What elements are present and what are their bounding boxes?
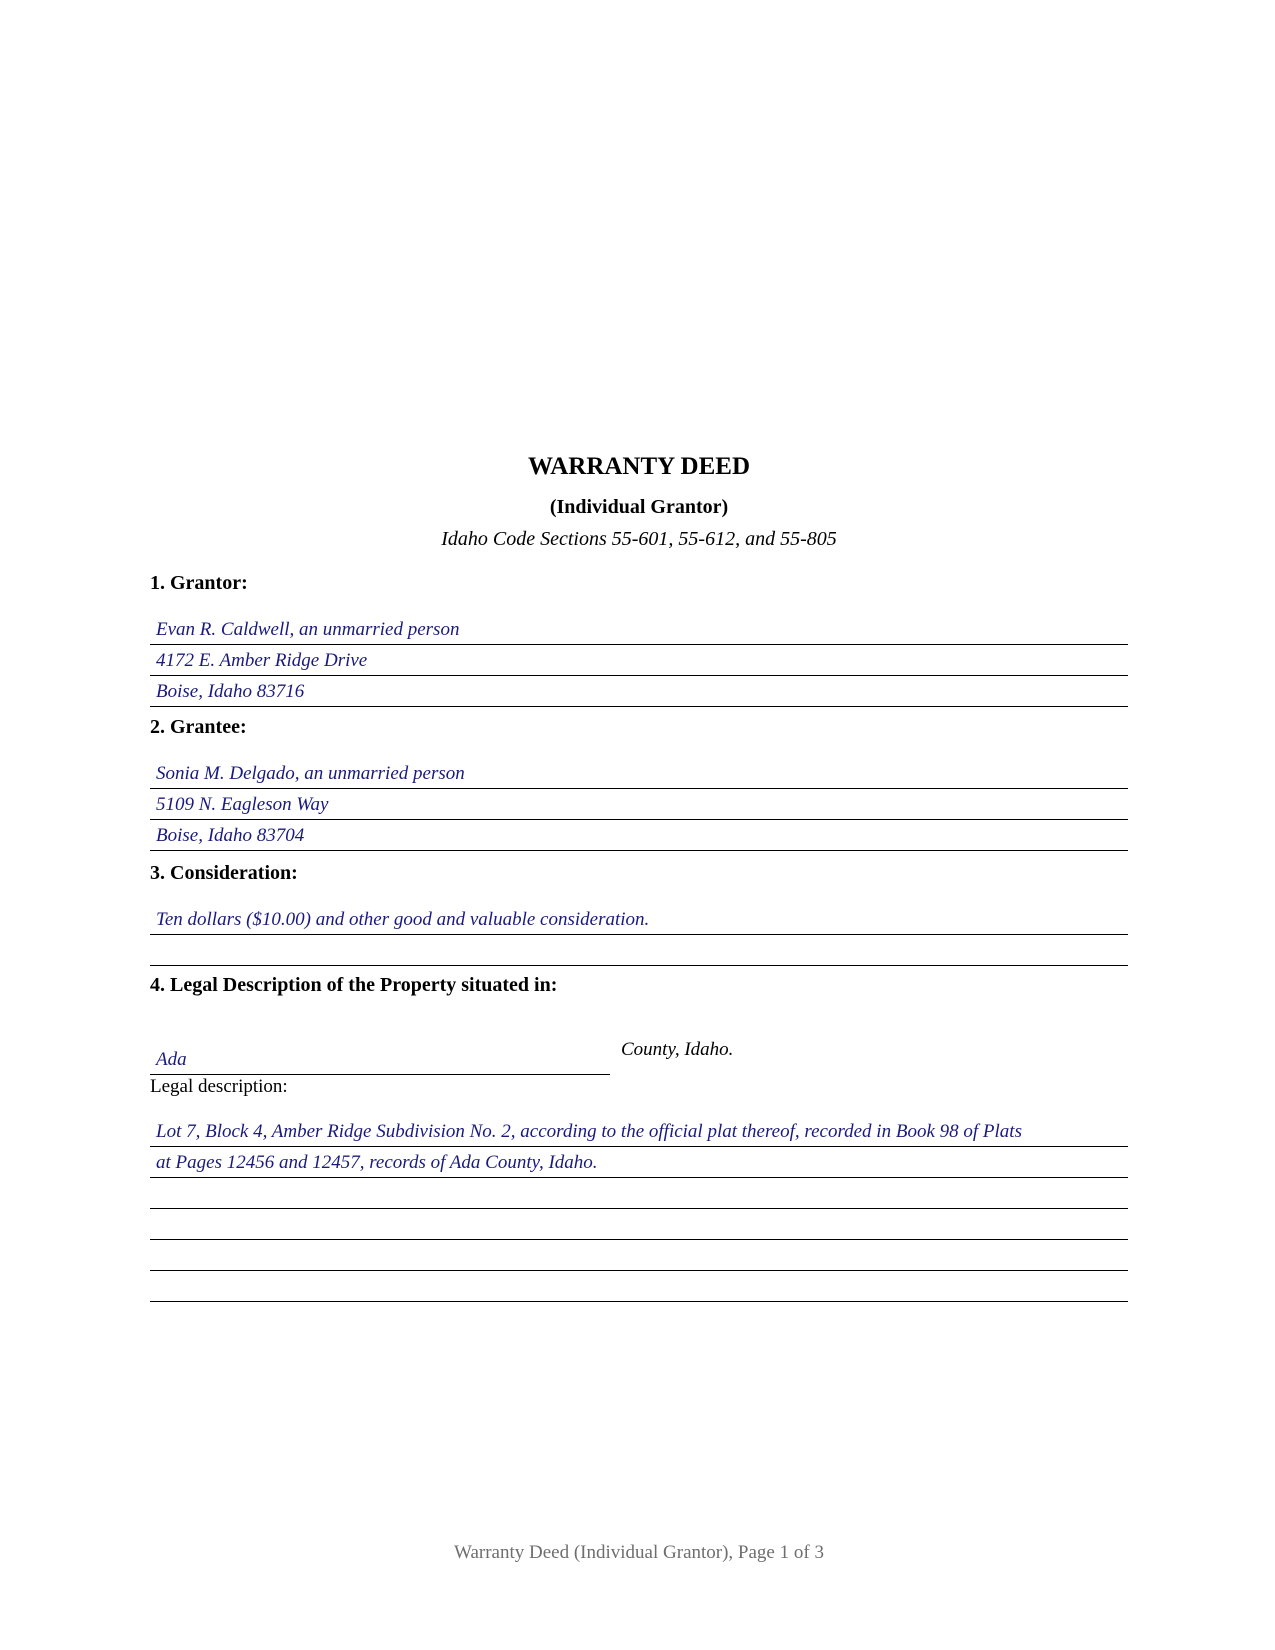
grantee-line-3[interactable] — [150, 820, 1128, 851]
legal-text-1: Lot 7, Block 4, Amber Ridge Subdivision No. 2, according to the official plat thereof, recorded in Book 98 of Plats — [156, 1121, 1022, 1142]
legal-text-2: at Pages 12456 and 12457, records of Ada County, Idaho. — [156, 1152, 598, 1173]
document-subtitle: (Individual Grantor) — [549, 496, 729, 518]
grantee-name: Sonia M. Delgado, an unmarried person — [156, 763, 465, 784]
grantor-name: Evan R. Caldwell, an unmarried person — [156, 619, 460, 640]
grantor-city: Boise, Idaho 83716 — [156, 681, 305, 702]
document-title: WARRANTY DEED — [527, 453, 750, 480]
grantee-street: 5109 N. Eagleson Way — [156, 794, 329, 815]
grantor-heading: 1. Grantor: — [150, 572, 248, 594]
legal-line-5[interactable] — [150, 1240, 1128, 1271]
legal-line-6[interactable] — [150, 1271, 1128, 1302]
grantor-line-3[interactable] — [150, 676, 1128, 707]
county-field[interactable] — [150, 1044, 610, 1075]
consideration-text: Ten dollars ($10.00) and other good and valuable consideration. — [156, 909, 650, 930]
grantee-line-2[interactable] — [150, 789, 1128, 820]
legal-line-4[interactable] — [150, 1209, 1128, 1240]
statute-citation: Idaho Code Sections 55-601, 55-612, and 55-805 — [441, 528, 837, 550]
page-footer: Warranty Deed (Individual Grantor), Page 1 of 3 — [454, 1542, 824, 1563]
grantee-line-1[interactable] — [150, 758, 1128, 789]
deed-page — [150, 0, 1128, 1650]
grantor-street: 4172 E. Amber Ridge Drive — [156, 650, 368, 671]
county-suffix: County, Idaho. — [621, 1039, 734, 1060]
county-value: Ada — [156, 1049, 187, 1070]
legal-heading: 4. Legal Description of the Property situated in: — [150, 974, 558, 996]
legal-description-label: Legal description: — [150, 1076, 288, 1097]
grantee-city: Boise, Idaho 83704 — [156, 825, 305, 846]
consideration-line-2[interactable] — [150, 935, 1128, 966]
grantor-line-1[interactable] — [150, 614, 1128, 645]
legal-line-2[interactable] — [150, 1147, 1128, 1178]
legal-line-1[interactable] — [150, 1116, 1128, 1147]
grantee-heading: 2. Grantee: — [150, 716, 247, 738]
legal-line-3[interactable] — [150, 1178, 1128, 1209]
consideration-line-1[interactable] — [150, 904, 1128, 935]
consideration-heading: 3. Consideration: — [150, 862, 298, 884]
grantor-line-2[interactable] — [150, 645, 1128, 676]
